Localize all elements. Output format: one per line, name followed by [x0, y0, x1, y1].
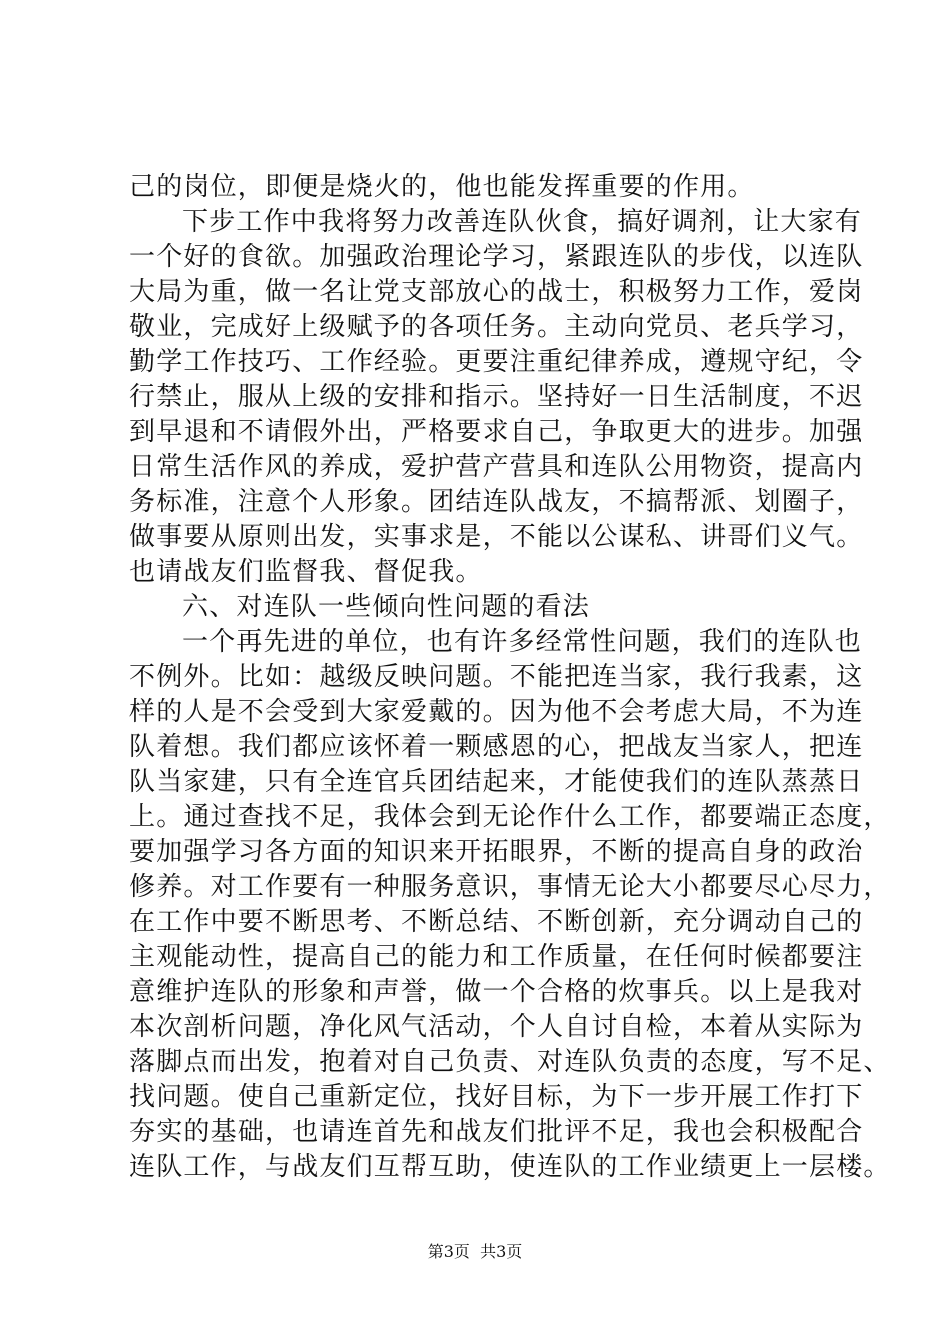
text-line: 日常生活作风的养成，爱护营产营具和连队公用物资，提高内 — [129, 452, 864, 482]
text-line: 在工作中要不断思考、不断总结、不断创新，充分调动自己的 — [129, 907, 864, 937]
text-line: 意维护连队的形象和声誉，做一个合格的炊事兵。以上是我对 — [129, 977, 864, 1007]
text-line: 也请战友们监督我、督促我。 — [129, 557, 483, 587]
paragraph-start-line: 下步工作中我将努力改善连队伙食，搞好调剂，让大家有 — [182, 207, 863, 237]
text-line: 务标准，注意个人形象。团结连队战友，不搞帮派、划圈子， — [129, 487, 864, 517]
text-line: 本次剖析问题，净化风气活动，个人自讨自检，本着从实际为 — [129, 1012, 864, 1042]
text-line: 做事要从原则出发，实事求是，不能以公谋私、讲哥们义气。 — [129, 522, 864, 552]
text-line: 敬业，完成好上级赋予的各项任务。主动向党员、老兵学习， — [129, 312, 864, 342]
text-line: 队着想。我们都应该怀着一颗感恩的心，把战友当家人，把连 — [129, 732, 864, 762]
page-number-footer: 第3页 共3页 — [427, 1242, 523, 1261]
text-line: 主观能动性，提高自己的能力和工作质量，在任何时候都要注 — [129, 942, 864, 972]
text-line: 夯实的基础，也请连首先和战友们批评不足，我也会积极配合 — [129, 1117, 864, 1147]
text-line: 己的岗位，即便是烧火的，他也能发挥重要的作用。 — [129, 172, 755, 202]
paragraph-start-line: 一个再先进的单位，也有许多经常性问题，我们的连队也 — [182, 627, 863, 657]
text-line: 队当家建，只有全连官兵团结起来，才能使我们的连队蒸蒸日 — [129, 767, 864, 797]
text-line: 大局为重，做一名让党支部放心的战士，积极努力工作，爱岗 — [129, 277, 864, 307]
text-line: 修养。对工作要有一种服务意识，事情无论大小都要尽心尽力， — [129, 872, 891, 902]
section-heading: 六、对连队一些倾向性问题的看法 — [182, 592, 591, 622]
text-line: 连队工作，与战友们互帮互助，使连队的工作业绩更上一层楼。 — [129, 1152, 891, 1182]
text-line: 一个好的食欲。加强政治理论学习，紧跟连队的步伐，以连队 — [129, 242, 864, 272]
text-line: 不例外。比如：越级反映问题。不能把连当家，我行我素，这 — [129, 662, 864, 692]
text-line: 找问题。使自己重新定位，找好目标，为下一步开展工作打下 — [129, 1082, 864, 1112]
text-line: 上。通过查找不足，我体会到无论作什么工作，都要端正态度， — [129, 802, 891, 832]
body-text — [129, 170, 891, 1185]
text-line: 要加强学习各方面的知识来开拓眼界，不断的提高自身的政治 — [129, 837, 864, 867]
text-line: 勤学工作技巧、工作经验。更要注重纪律养成，遵规守纪，令 — [129, 347, 864, 377]
text-line: 到早退和不请假外出，严格要求自己，争取更大的进步。加强 — [129, 417, 864, 447]
text-line: 行禁止，服从上级的安排和指示。坚持好一日生活制度，不迟 — [129, 382, 864, 412]
text-line: 样的人是不会受到大家爱戴的。因为他不会考虑大局，不为连 — [129, 697, 864, 727]
text-line: 落脚点而出发，抱着对自己负责、对连队负责的态度，写不足、 — [129, 1047, 891, 1077]
